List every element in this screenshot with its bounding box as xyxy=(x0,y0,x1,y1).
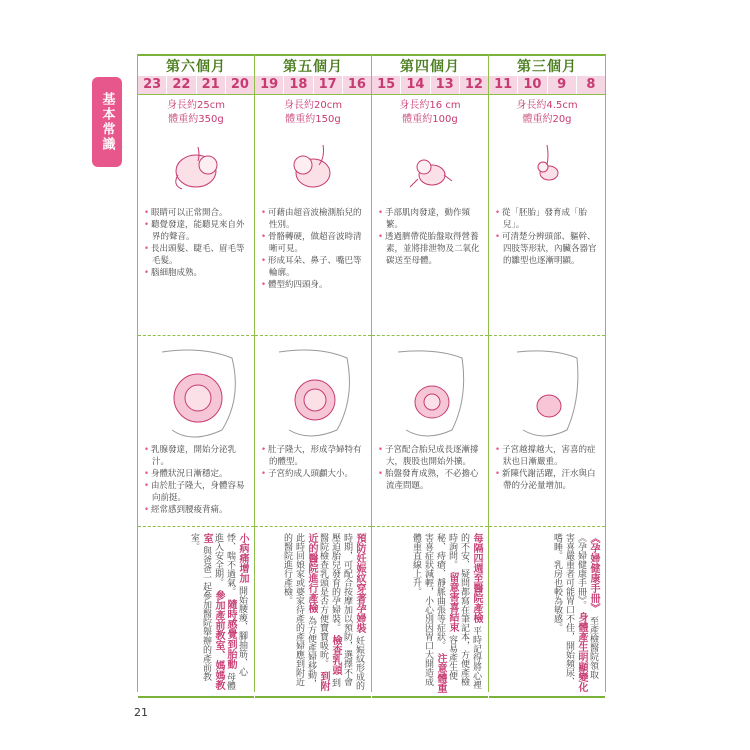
fetus-notes xyxy=(378,207,484,267)
fetus-size xyxy=(372,99,488,127)
week-numbers xyxy=(138,76,254,94)
mother-section xyxy=(489,336,605,527)
mother-section xyxy=(138,336,254,527)
tip-body: 容易產生便秘、痔瘡、靜脈曲張等症狀。 xyxy=(435,533,457,680)
note-item: • 從「胚胎」發育成「胎兒」。 xyxy=(495,207,601,231)
week-number: 8 xyxy=(576,76,605,94)
note-item: • 新陳代謝活躍，汗水與白帶的分泌量增加。 xyxy=(495,468,601,492)
note-item: • 身體狀況日漸穩定。 xyxy=(144,468,250,480)
fetus-illustration xyxy=(158,135,234,203)
fetus-section xyxy=(255,94,371,336)
note-item: • 腦細胞成熟。 xyxy=(144,267,250,279)
tip-heading: 注意體重 xyxy=(435,652,446,693)
mother-notes xyxy=(495,444,601,492)
fetus-weight: 體重約20g xyxy=(522,114,572,125)
tip-body: 害喜嚴重者可能胃口不佳，開始頻尿、嗜睡。乳房也較為敏感。 xyxy=(552,533,574,686)
month-title: 第三個月 xyxy=(489,54,605,76)
note-item: • 聽覺發達，能聽見來自外界的聲音。 xyxy=(144,219,250,243)
week-number: 15 xyxy=(377,77,396,92)
month-title: 第六個月 xyxy=(138,54,254,76)
fetus-length: 身長約4.5cm xyxy=(516,100,578,111)
tip-heading: 預防妊娠紋穿著孕婦裝 xyxy=(354,533,365,633)
tips-section xyxy=(138,527,254,698)
tip-heading: 《孕婦健康手冊》 xyxy=(588,533,599,613)
tip-heading: 留意害喜結束 xyxy=(447,571,458,632)
tips-text xyxy=(410,533,482,693)
fetus-size xyxy=(489,99,605,127)
uterus-illustration xyxy=(386,342,476,442)
tip-body: 到醫院檢查乳頭是否方便寶寶吸吮。 xyxy=(318,533,340,687)
mother-section xyxy=(255,336,371,527)
fetus-weight: 體重約150g xyxy=(285,114,341,125)
pregnancy-table xyxy=(137,54,604,692)
note-item: • 眼睛可以正常開合。 xyxy=(144,207,250,219)
fetus-weight: 體重約100g xyxy=(402,114,458,125)
week-number: 9 xyxy=(547,76,576,94)
note-item: • 胎盤發育成熟，不必擔心流產問題。 xyxy=(378,468,484,492)
note-item: • 肚子隆大，形成孕婦特有的體型。 xyxy=(261,444,367,468)
week-number: 11 xyxy=(494,77,513,92)
week-number: 10 xyxy=(517,76,546,94)
note-item: • 子宮約成人頭顱大小。 xyxy=(261,468,367,480)
month-title: 第五個月 xyxy=(255,54,371,76)
tips-text xyxy=(551,533,599,693)
page-number: 21 xyxy=(134,706,148,719)
week-number: 14 xyxy=(400,76,429,94)
note-item: • 可藉由超音波檢測胎兒的性別。 xyxy=(261,207,367,231)
note-item: • 子宮越撐越大，害喜的症狀也日漸嚴重。 xyxy=(495,444,601,468)
note-item: • 由於肚子隆大，身體容易向前挺。 xyxy=(144,480,250,504)
tip-body: 至產檢醫院領取《孕婦健康手冊》。 xyxy=(576,533,598,679)
fetus-illustration xyxy=(275,135,351,203)
week-number: 18 xyxy=(283,76,312,94)
tip-body: 為方便產婦移動，此時回娘家或婆家待產的產婦應到附近的醫院進行產檢。 xyxy=(282,533,316,688)
section-tab xyxy=(92,77,122,167)
fetus-notes xyxy=(495,207,601,267)
week-number: 12 xyxy=(459,76,488,94)
week-numbers xyxy=(489,76,605,94)
week-number: 21 xyxy=(196,76,225,94)
tip-body: 與爸爸一起參加醫院舉辦的產前教室。 xyxy=(189,533,211,681)
fetus-section xyxy=(489,94,605,336)
tip-heading: 到附近的醫院進行產檢 xyxy=(306,533,329,691)
tip-heading: 小病痛增加 xyxy=(237,533,248,583)
tip-body: 害喜症狀減輕，小心別因胃口大開造成體重直線上升。 xyxy=(411,533,433,686)
section-tab-label: 基本常識 xyxy=(99,92,115,152)
note-item: • 長出頭髮、睫毛、眉毛等毛髮。 xyxy=(144,243,250,267)
fetus-length: 身長約25cm xyxy=(167,100,225,111)
note-item: • 可清楚分辨頭部、軀幹、四肢等形狀，內臟各器官的雛型也逐漸明顯。 xyxy=(495,231,601,267)
tip-heading: 檢查乳頭 xyxy=(330,634,341,675)
tip-body: 開始腰痠、腳抽筋、心悸、喘不過氣。 xyxy=(225,533,247,676)
tips-text xyxy=(188,533,248,693)
tip-heading: 參加產前教室、媽媽教室 xyxy=(201,533,224,690)
note-item: • 子宮配合胎兒成長逐漸撐大，腹股也開始外擴。 xyxy=(378,444,484,468)
fetus-section xyxy=(138,94,254,336)
tip-body: 妊娠紋形成的時期，可配合按摩加以預防，選擇不會壓迫胎兒發育的孕婦裝。 xyxy=(330,533,364,690)
uterus-illustration xyxy=(503,342,593,442)
note-item: • 乳腺發達，開始分泌乳汁。 xyxy=(144,444,250,468)
month-title: 第四個月 xyxy=(372,54,488,76)
week-number: 22 xyxy=(166,76,195,94)
tips-section xyxy=(255,527,371,698)
note-item: • 體型約四頭身。 xyxy=(261,279,367,291)
uterus-illustration xyxy=(269,342,359,442)
mother-notes xyxy=(261,444,367,480)
fetus-size xyxy=(138,99,254,127)
mother-notes xyxy=(378,444,484,492)
fetus-size xyxy=(255,99,371,127)
fetus-illustration xyxy=(392,135,468,203)
month-column xyxy=(137,54,255,692)
note-item: • 透過臍帶從胎盤取得營養素，並將排泄物及二氧化碳送至母體。 xyxy=(378,231,484,267)
fetus-notes xyxy=(144,207,250,279)
month-column xyxy=(488,54,606,692)
mother-notes xyxy=(144,444,250,516)
tips-section xyxy=(372,527,488,698)
week-number: 16 xyxy=(342,76,371,94)
note-item: • 骨骼轉硬，做超音波時清晰可見。 xyxy=(261,231,367,255)
tips-text xyxy=(281,533,365,693)
week-number: 19 xyxy=(260,77,279,92)
fetus-length: 身長約20cm xyxy=(284,100,342,111)
note-item: • 經常感到腰痠背痛。 xyxy=(144,504,250,516)
tip-heading: 每隔四週至醫院產檢 xyxy=(471,533,482,623)
fetus-weight: 體重約350g xyxy=(168,114,224,125)
mother-section xyxy=(372,336,488,527)
tip-body: 母體進入安全期。 xyxy=(213,533,235,690)
fetus-illustration xyxy=(509,135,585,203)
note-item: • 手部肌肉發達，動作頻繁。 xyxy=(378,207,484,231)
week-number: 13 xyxy=(430,76,459,94)
tip-body: 平時記得將心裡的不安、疑問都寫在筆記本，方便產檢時詢問。 xyxy=(447,533,481,689)
tip-heading: 隨時感覺到胎動 xyxy=(225,598,236,669)
note-item: • 形成耳朵、鼻子、嘴巴等輪廓。 xyxy=(261,255,367,279)
month-column xyxy=(254,54,372,692)
week-number: 23 xyxy=(143,77,162,92)
tip-heading: 身體產生明顯變化 xyxy=(576,612,587,693)
fetus-section xyxy=(372,94,488,336)
week-numbers xyxy=(255,76,371,94)
fetus-length: 身長約16 cm xyxy=(399,100,461,111)
tips-section xyxy=(489,527,605,698)
week-number: 17 xyxy=(313,76,342,94)
uterus-illustration xyxy=(152,342,242,442)
fetus-notes xyxy=(261,207,367,291)
week-number: 20 xyxy=(225,76,254,94)
month-column xyxy=(371,54,489,692)
week-numbers xyxy=(372,76,488,94)
